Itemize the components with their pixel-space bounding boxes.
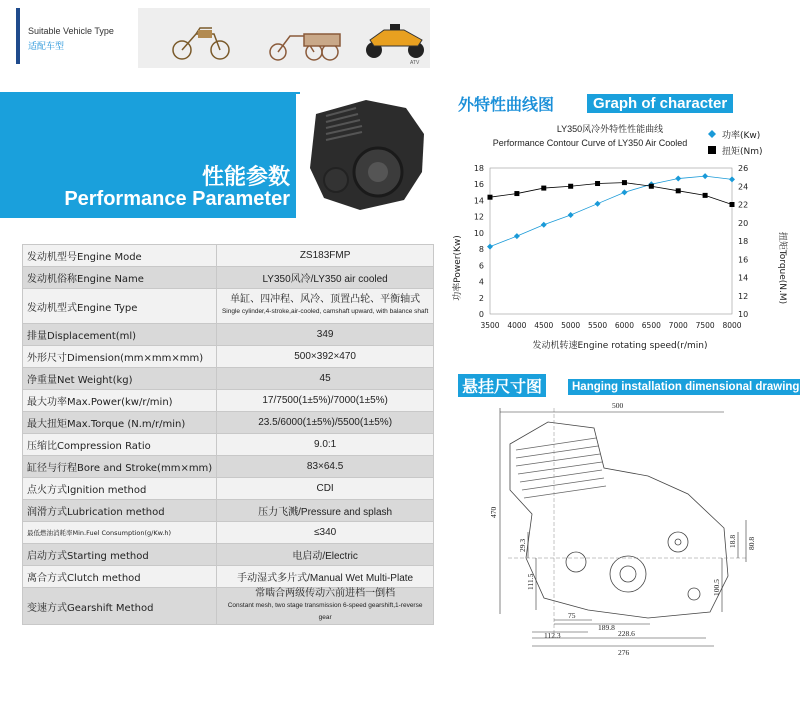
chart-svg (450, 118, 790, 360)
spec-label: 最大功率Max.Power(kw/r/min) (23, 390, 217, 412)
spec-label: 发动机型号Engine Mode (23, 245, 217, 267)
spec-value: 手动湿式多片式/Manual Wet Multi-Plate (217, 566, 434, 588)
x-tick-label: 8000 (722, 321, 742, 330)
spec-value-en: Single cylinder,4-stroke,air-cooled, camshaft upward, with balance shaft (221, 308, 429, 315)
table-row (23, 245, 434, 267)
spec-label: 点火方式Ignition method (23, 478, 217, 500)
y-left-tick-label: 10 (473, 228, 484, 238)
spec-label: 润滑方式Lubrication method (23, 500, 217, 522)
dim-29-3: 29.3 (518, 538, 527, 552)
spec-label: 净重量Net Weight(kg) (23, 368, 217, 390)
spec-label: 排量Displacement(ml) (23, 324, 217, 346)
y-right-tick-label: 14 (738, 273, 749, 283)
x-tick-label: 5500 (588, 321, 608, 330)
table-row (23, 544, 434, 566)
dim-height-left: 470 (489, 506, 498, 518)
dim-100-5: 100.5 (712, 579, 721, 596)
spec-value: LY350风冷/LY350 air cooled (217, 267, 434, 289)
x-tick-label: 6000 (614, 321, 634, 330)
spec-label: 变速方式Gearshift Method (23, 588, 217, 625)
table-row (23, 566, 434, 588)
dim-width-top: 500 (612, 401, 624, 410)
torque-point (514, 191, 519, 196)
power-point (568, 212, 574, 218)
legend-power-marker (708, 130, 716, 138)
power-point (621, 189, 627, 195)
graph-title-en: Graph of character (587, 94, 733, 113)
hanging-title-cn: 悬挂尺寸图 (458, 374, 546, 397)
legend-torque-marker (708, 146, 716, 154)
torque-point (676, 188, 681, 193)
y-left-tick-label: 18 (473, 164, 484, 173)
dim-75: 75 (568, 611, 576, 620)
spec-value: 500×392×470 (217, 346, 434, 368)
y-right-tick-label: 26 (738, 164, 749, 173)
vehicle-label-box (16, 8, 138, 64)
spec-label: 最大扭矩Max.Torque (N.m/r/min) (23, 412, 217, 434)
hanging-title-en: Hanging installation dimensional drawing (568, 379, 800, 395)
x-tick-label: 7000 (668, 321, 688, 330)
spec-value: 9.0:1 (217, 434, 434, 456)
spec-value: 349 (217, 324, 434, 346)
legend-power: 功率(Kw) (722, 131, 761, 141)
spec-label: 启动方式Starting method (23, 544, 217, 566)
y-left-tick-label: 4 (478, 277, 484, 287)
spec-value: 电启动/Electric (217, 544, 434, 566)
y-right-tick-label: 20 (738, 218, 749, 228)
y-left-tick-label: 0 (478, 310, 484, 319)
dim-189-8: 189.8 (598, 623, 615, 632)
power-point (487, 244, 493, 250)
dim-228-6: 228.6 (618, 629, 635, 638)
torque-point (488, 195, 493, 200)
spec-value: 17/7500(1±5%)/7000(1±5%) (217, 390, 434, 412)
power-point (595, 201, 601, 207)
atv-image (366, 24, 424, 58)
spec-label: 发动机型式Engine Type (23, 289, 217, 324)
x-tick-label: 4500 (534, 321, 554, 330)
spec-label: 离合方式Clutch method (23, 566, 217, 588)
suitable-vehicle-section (16, 8, 430, 70)
power-point (702, 173, 708, 179)
spec-value: 压力飞溅/Pressure and splash (217, 500, 434, 522)
torque-point (730, 202, 735, 207)
dimension-lines (500, 408, 746, 646)
table-row (23, 522, 434, 544)
torque-point (595, 181, 600, 186)
chart-title: LY350风冷外特性性能曲线 (556, 124, 664, 134)
graph-title-cn: 外特性曲线图 (458, 95, 555, 114)
dim-80-8: 80.8 (747, 536, 756, 550)
x-tick-label: 7500 (695, 321, 715, 330)
table-row (23, 412, 434, 434)
torque-point (568, 184, 573, 189)
dim-112-3: 112.3 (544, 631, 561, 640)
spec-label: 压缩比Compression Ratio (23, 434, 217, 456)
table-row (23, 346, 434, 368)
dim-111-5: 111.5 (526, 573, 535, 590)
x-tick-label: 5000 (561, 321, 581, 330)
power-point (675, 176, 681, 182)
table-row (23, 456, 434, 478)
power-point (514, 233, 520, 239)
plot-frame (490, 168, 732, 314)
spec-value-en: Constant mesh, two stage transmission 6-speed gearshift,1-reverse gear (227, 602, 423, 621)
y-left-tick-label: 12 (473, 212, 484, 222)
spec-table (22, 244, 434, 625)
performance-chart (450, 118, 790, 360)
spec-value: 23.5/6000(1±5%)/5500(1±5%) (217, 412, 434, 434)
spec-value: CDI (217, 478, 434, 500)
centre-lines (508, 408, 748, 638)
graph-title-bar (452, 92, 782, 114)
table-row (23, 390, 434, 412)
engine-outline (510, 422, 728, 618)
legend-torque: 扭矩(Nm) (722, 147, 763, 157)
table-row (23, 434, 434, 456)
vehicle-label-cn: 适配车型 (28, 42, 65, 52)
torque-point (649, 184, 654, 189)
dimensional-drawing (488, 398, 778, 656)
spec-value: 单缸、四冲程、风冷、顶置凸轮、平衡轴式 (230, 294, 421, 305)
table-row (23, 368, 434, 390)
performance-header (0, 92, 300, 218)
y-right-tick-label: 22 (738, 200, 749, 210)
chart-legend (708, 129, 763, 157)
y-right-tick-label: 16 (738, 255, 749, 265)
spec-value: 常啮合两级传动六前进档一倒档 (255, 588, 396, 599)
y-left-tick-label: 8 (478, 245, 484, 255)
torque-point (622, 180, 627, 185)
motorcycle-image (173, 28, 229, 59)
y-axis-right-label: 扭矩Torque(N.M) (777, 231, 787, 305)
table-row (23, 500, 434, 522)
vehicle-images (138, 8, 430, 68)
y-left-tick-label: 2 (478, 293, 484, 303)
hanging-title-bar (452, 374, 800, 396)
table-row (23, 324, 434, 346)
spec-label: 最低燃油消耗率Min.Fuel Consumption(g/Kw.h) (23, 522, 217, 544)
x-tick-label: 6500 (641, 321, 661, 330)
table-row (23, 588, 434, 625)
y-left-tick-label: 6 (478, 261, 484, 271)
table-row (23, 289, 434, 324)
spec-value-cell (217, 588, 434, 625)
performance-title-cn: 性能参数 (201, 165, 290, 190)
spec-value: ZS183FMP (217, 245, 434, 267)
tricycle-image (270, 34, 340, 60)
series-line-0 (490, 176, 732, 247)
spec-value: 83×64.5 (217, 456, 434, 478)
table-row (23, 478, 434, 500)
spec-label: 发动机俗称Engine Name (23, 267, 217, 289)
y-axis-left-label: 功率Power(Kw) (453, 235, 463, 301)
table-row (23, 267, 434, 289)
spec-value: ≤340 (217, 522, 434, 544)
spec-value: 45 (217, 368, 434, 390)
power-point (541, 222, 547, 228)
dim-18-8: 18.8 (728, 534, 737, 548)
spec-value-cell (217, 289, 434, 324)
y-left-tick-label: 16 (473, 180, 484, 190)
y-right-tick-label: 24 (738, 182, 749, 192)
y-right-tick-label: 10 (738, 310, 749, 319)
x-tick-label: 4000 (507, 321, 527, 330)
x-tick-label: 3500 (480, 321, 500, 330)
spec-label: 缸径与行程Bore and Stroke(mm×mm) (23, 456, 217, 478)
y-left-tick-label: 14 (473, 196, 484, 206)
engine-photo (296, 94, 442, 220)
series-line-1 (490, 183, 732, 205)
atv-label: ATV (410, 60, 420, 66)
torque-point (703, 193, 708, 198)
power-point (729, 176, 735, 182)
spec-label: 外形尺寸Dimension(mm×mm×mm) (23, 346, 217, 368)
dim-276: 276 (618, 648, 630, 656)
performance-title-en: Performance Parameter (64, 188, 290, 210)
torque-point (541, 186, 546, 191)
y-right-tick-label: 18 (738, 237, 749, 246)
vehicle-images-strip (138, 8, 430, 68)
y-right-tick-label: 12 (738, 291, 749, 301)
chart-subtitle: Performance Contour Curve of LY350 Air Cooled (492, 138, 688, 148)
x-axis-label: 发动机转速Engine rotating speed(r/min) (532, 341, 708, 351)
vehicle-label-en: Suitable Vehicle Type (28, 26, 114, 36)
